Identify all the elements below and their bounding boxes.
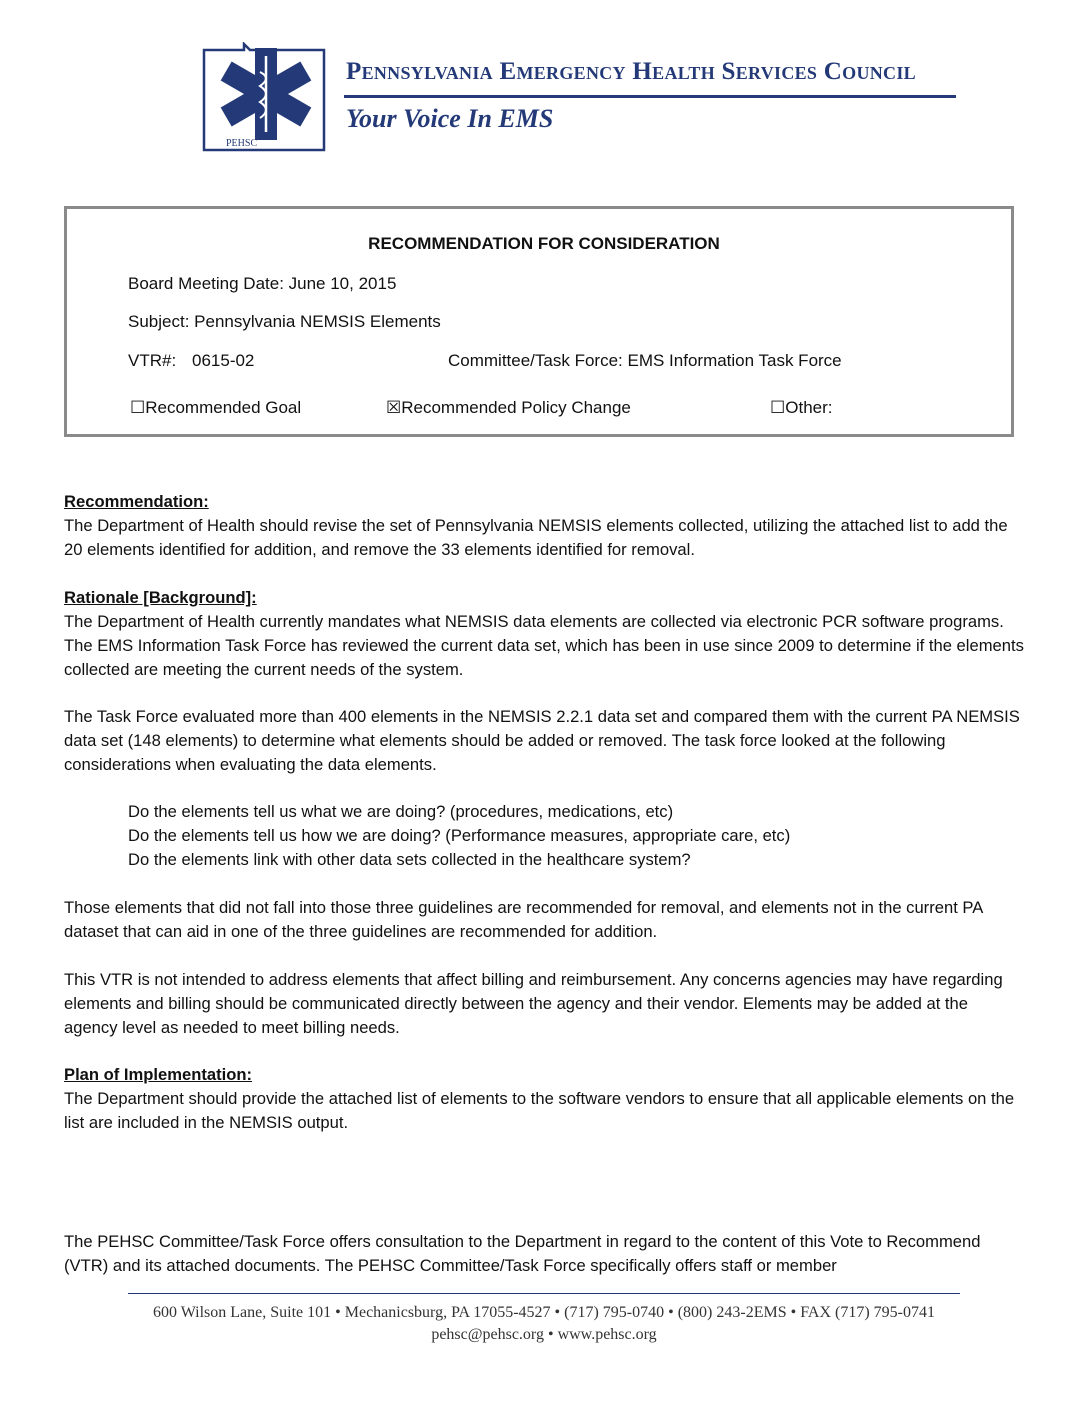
letterhead-divider xyxy=(344,95,956,98)
unchecked-box-icon: ☐ xyxy=(130,398,146,417)
vtr-label: VTR#: xyxy=(128,351,177,370)
footer-divider xyxy=(128,1293,960,1294)
organization-name: Pennsylvania Emergency Health Services Council xyxy=(346,58,916,85)
recommendation-text: The Department of Health should revise the set of Pennsylvania NEMSIS elements collected, utilizing the attached list to add the 20 elements identified for addition, and remove the 33 elements identified for removal. xyxy=(64,516,1008,559)
option-label: Recommended Goal xyxy=(145,398,302,417)
rationale-heading: Rationale [Background]: xyxy=(64,588,257,607)
checked-box-icon: ☒ xyxy=(386,398,402,417)
committee-task-force: Committee/Task Force: EMS Information Task Force xyxy=(448,351,842,370)
option-label: Other: xyxy=(785,398,833,417)
vtr-number: 0615-02 xyxy=(192,351,255,370)
svg-text:PEHSC: PEHSC xyxy=(226,138,258,149)
closing-paragraph: The PEHSC Committee/Task Force offers consultation to the Department in regard to the content of this Vote to Recommend (VTR) and its attached documents. The PEHSC Committee/Task Force specifically offers staff or member xyxy=(64,1232,981,1275)
footer-address: 600 Wilson Lane, Suite 101 • Mechanicsburg, PA 17055-4527 • (717) 795-0740 • (800) 243-2EMS • FAX (717) 795-0741 xyxy=(152,1304,935,1321)
rationale-paragraph-4: This VTR is not intended to address elements that affect billing and reimbursement. Any concerns agencies may have regarding elements and billing should be communicated directly between the agency and their vendor. Elements may be added at the agency level as needed to meet billing needs. xyxy=(64,970,1003,1037)
option-label: Recommended Policy Change xyxy=(401,398,631,417)
plan-heading: Plan of Implementation: xyxy=(64,1065,253,1084)
recommendation-title: RECOMMENDATION FOR CONSIDERATION xyxy=(368,234,720,253)
unchecked-box-icon: ☐ xyxy=(770,398,786,417)
option-recommended-policy-change xyxy=(386,398,631,418)
rationale-paragraph-2: The Task Force evaluated more than 400 elements in the NEMSIS 2.2.1 data set and compared them with the current PA NEMSIS data set (148 elements) to determine what elements should be added or removed. The task force looked at the following considerations when evaluating the data elements. xyxy=(64,707,1020,774)
option-recommended-goal xyxy=(130,398,301,418)
organization-tagline: Your Voice In EMS xyxy=(346,104,554,133)
recommendation-section xyxy=(64,490,1024,562)
recommendation-heading: Recommendation: xyxy=(64,492,209,511)
option-other xyxy=(770,398,833,418)
consideration-3: Do the elements link with other data sets collected in the healthcare system? xyxy=(128,850,691,869)
plan-text: The Department should provide the attached list of elements to the software vendors to ensure that all applicable elements on the list are included in the NEMSIS output. xyxy=(64,1089,1015,1132)
consideration-1: Do the elements tell us what we are doing? (procedures, medications, etc) xyxy=(128,802,674,821)
plan-section xyxy=(64,1063,1024,1135)
footer-contact: pehsc@pehsc.org • www.pehsc.org xyxy=(431,1326,657,1343)
rationale-section xyxy=(64,586,1024,682)
board-meeting-date: Board Meeting Date: June 10, 2015 xyxy=(128,274,397,293)
subject-line: Subject: Pennsylvania NEMSIS Elements xyxy=(128,312,441,331)
rationale-paragraph-3: Those elements that did not fall into those three guidelines are recommended for removal, and elements not in the current PA dataset that can aid in one of the three guidelines are recommended for addition. xyxy=(64,898,983,941)
rationale-paragraph-1: The Department of Health currently mandates what NEMSIS data elements are collected via electronic PCR software programs. The EMS Information Task Force has reviewed the current data set, which has been in use since 2009 to determine if the elements collected are meeting the current needs of the system. xyxy=(64,612,1024,679)
pehsc-star-of-life-logo xyxy=(198,42,328,152)
consideration-2: Do the elements tell us how we are doing? (Performance measures, appropriate care, etc) xyxy=(128,826,791,845)
